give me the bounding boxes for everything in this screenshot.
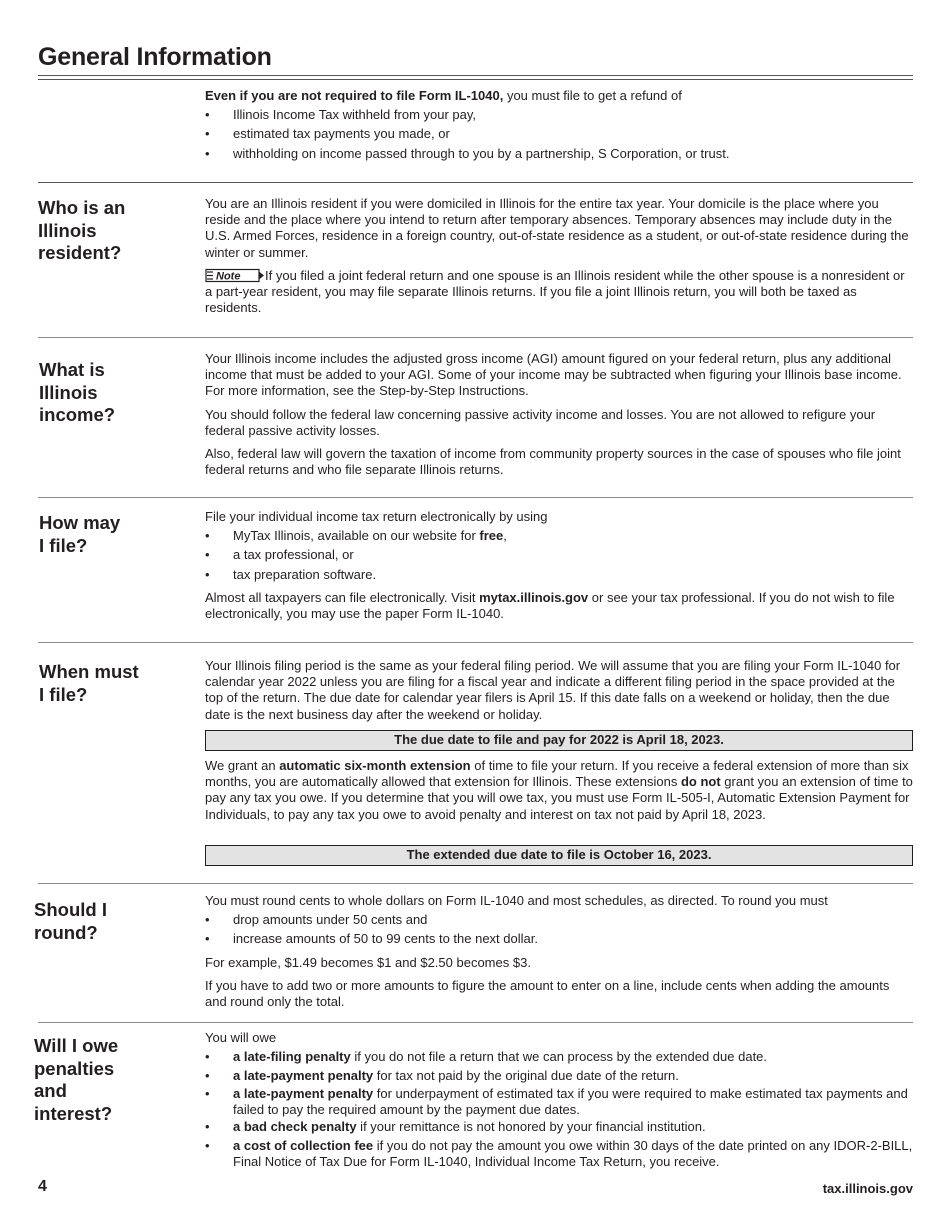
penalties-section xyxy=(205,1030,913,1171)
svg-text:Note: Note xyxy=(216,270,241,283)
penalties-list xyxy=(205,1049,913,1170)
list-item: • MyTax Illinois, available on our website for free, xyxy=(205,528,913,544)
round-section xyxy=(205,893,913,1010)
question-penalties: Will I owe penalties and interest? xyxy=(34,1035,119,1124)
mytax-link: mytax.illinois.gov xyxy=(479,589,589,605)
list-item: • a cost of collection fee if you do not pay the amount you owe within 30 days of the date printed on any IDOR-2-BILL, Final Notice of Tax Due for Form IL-1040, Individual Income Tax Return, you receive. xyxy=(205,1138,913,1170)
list-item: • a tax professional, or xyxy=(205,547,913,563)
title-rule xyxy=(38,75,913,76)
due-date-banner: The due date to file and pay for 2022 is April 18, 2023. xyxy=(205,730,913,751)
section-divider xyxy=(38,642,913,643)
title-rule xyxy=(38,79,913,80)
section-divider xyxy=(38,1022,913,1023)
extension-paragraph: We grant an automatic six-month extension of time to file your return. If you receive a federal extension of more than six months, you are automatically allowed that extension for Illinois. These extensions do not grant you an extension of time to pay any tax you owe. If you determine that you will owe tax, you must use Form IL-505-I, Automatic Extension Payment for Individuals, to pay any tax you owe to avoid penalty and interest on tax not paid by April 18, 2023. xyxy=(205,758,913,822)
extended-date-banner: The extended due date to file is October 16, 2023. xyxy=(205,845,913,866)
extension-section xyxy=(205,758,913,823)
list-item: • a late-filing penalty if you do not file a return that we can process by the extended due date. xyxy=(205,1049,913,1065)
section-divider xyxy=(38,182,913,183)
section-divider xyxy=(38,883,913,884)
page-title: General Information xyxy=(38,43,272,71)
list-item: • drop amounts under 50 cents and xyxy=(205,912,913,928)
note-icon xyxy=(205,268,265,283)
round-intro: You must round cents to whole dollars on Form IL-1040 and most schedules, as directed. To round you must xyxy=(205,893,828,908)
list-item: • a bad check penalty if your remittance is not honored by your financial institution. xyxy=(205,1119,913,1135)
page-number: 4 xyxy=(38,1178,47,1195)
round-list xyxy=(205,912,913,947)
question-whenfile: When must I file? xyxy=(39,661,139,705)
income-paragraph: Also, federal law will govern the taxation of income from community property sources in the case of spouses who file joint federal returns and who file separate Illinois returns. xyxy=(205,446,901,478)
howfile-intro: File your individual income tax return electronically by using xyxy=(205,509,548,524)
income-paragraph: Your Illinois income includes the adjusted gross income (AGI) amount figured on your federal return, plus any additional income that must be added to your AGI. Some of your income may be subtracted when figuring your Illinois base income. For more information, see the Step-by-Step Instructions. xyxy=(205,351,902,399)
refund-section xyxy=(205,88,913,162)
footer-url: tax.illinois.gov xyxy=(822,1181,913,1196)
refund-intro: Even if you are not required to file Form IL-1040, you must file to get a refund of xyxy=(205,88,682,103)
list-item: • a late-payment penalty for underpayment of estimated tax if you were required to make estimated tax payments and failed to pay the required amount by the payment due dates. xyxy=(205,1086,913,1118)
list-item: • a late-payment penalty for tax not paid by the original due date of the return. xyxy=(205,1068,913,1084)
howfile-section xyxy=(205,509,913,622)
list-item: • increase amounts of 50 to 99 cents to the next dollar. xyxy=(205,931,913,947)
income-paragraph: You should follow the federal law concerning passive activity income and losses. You are not allowed to refigure your federal passive activity losses. xyxy=(205,406,876,438)
howfile-paragraph: Almost all taxpayers can file electronically. Visit mytax.illinois.gov or see your tax professional. If you do not wish to file electronically, you may use the paper Form IL-1040. xyxy=(205,589,895,622)
list-item: • estimated tax payments you made, or xyxy=(205,126,913,142)
question-howfile: How may I file? xyxy=(39,512,121,556)
list-item: • Illinois Income Tax withheld from your pay, xyxy=(205,107,913,123)
round-paragraph: For example, $1.49 becomes $1 and $2.50 becomes $3. xyxy=(205,954,531,970)
penalties-intro: You will owe xyxy=(205,1030,277,1045)
list-item: • withholding on income passed through to you by a partnership, S Corporation, or trust. xyxy=(205,146,913,162)
question-resident: Who is an Illinois resident? xyxy=(38,197,126,263)
whenfile-section xyxy=(205,658,913,723)
howfile-list xyxy=(205,528,913,583)
resident-note: Note If you filed a joint federal return and one spouse is an Illinois resident while the other spouse is a nonresident or a part-year resident, you may file separate Illinois returns. If you file a joint Illinois return, you will both be taxed as residents. xyxy=(205,267,905,316)
list-item: • tax preparation software. xyxy=(205,567,913,583)
round-paragraph: If you have to add two or more amounts to figure the amount to enter on a line, include cents when adding the amounts and round only the total. xyxy=(205,977,890,1010)
section-divider xyxy=(38,497,913,498)
resident-paragraph: You are an Illinois resident if you were domiciled in Illinois for the entire tax year. Your domicile is the place where you reside and the place where you intend to return after temporary absences. Temporary absences may include duty in the U.S. Armed Forces, residence in a foreign country, out-of-state residence as a student, or out-of-state residence during the winter or summer. xyxy=(205,196,909,260)
resident-section xyxy=(205,196,913,316)
whenfile-paragraph: Your Illinois filing period is the same as your federal filing period. We will assume that you are filing your Form IL-1040 for calendar year 2022 unless you are filing for a fiscal year and indicate a different filing period in the space provided at the top of the return. The due date for calendar year filers is April 15. If this date falls on a weekend or holiday, then the due date is the next business day after the weekend or holiday. xyxy=(205,658,901,722)
refund-list xyxy=(205,107,913,162)
question-income: What is Illinois income? xyxy=(39,359,116,425)
income-section xyxy=(205,351,913,478)
question-round: Should I round? xyxy=(34,899,107,943)
section-divider xyxy=(38,337,913,338)
